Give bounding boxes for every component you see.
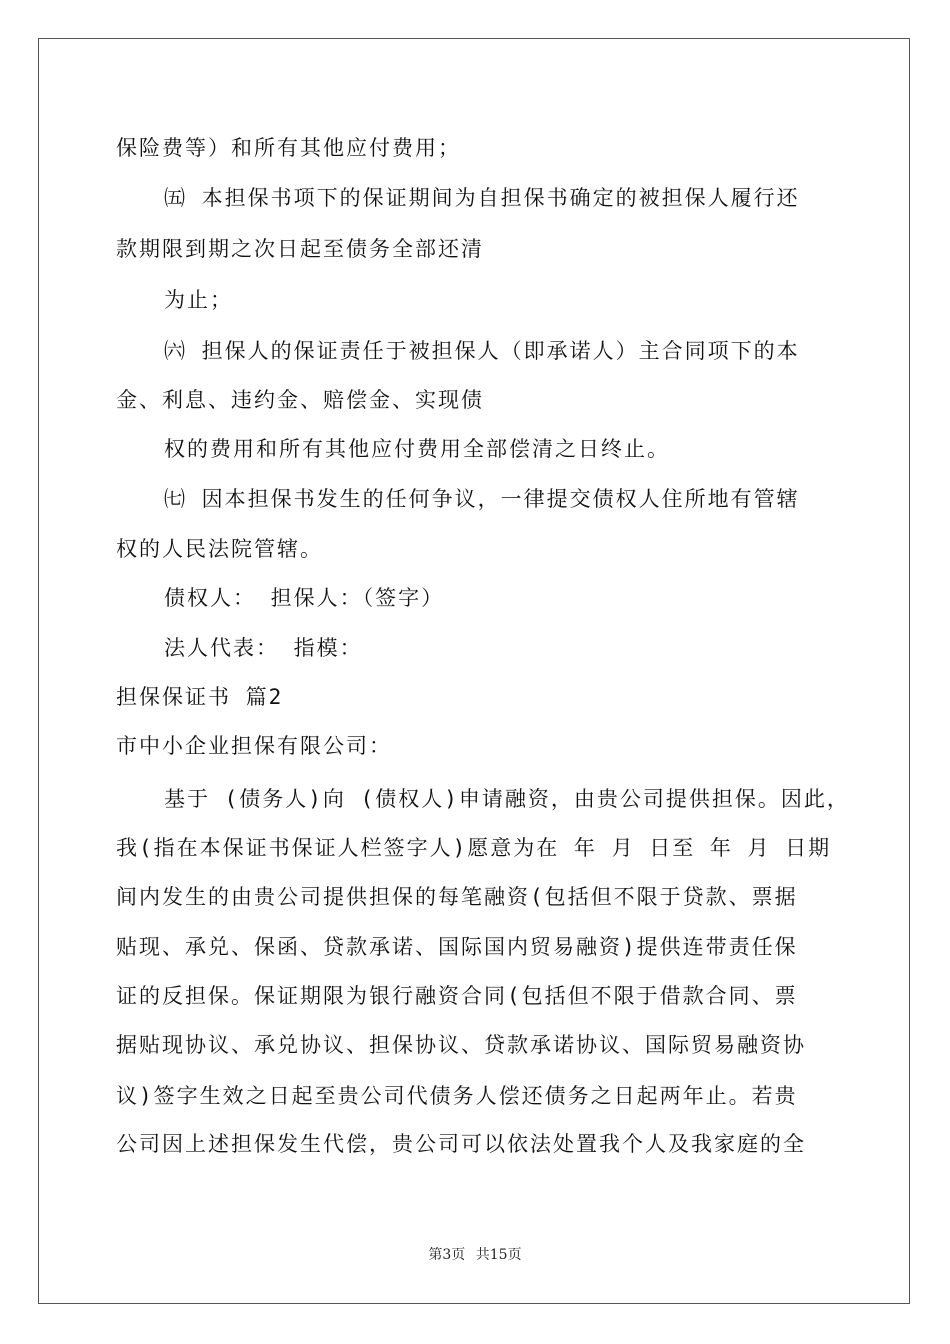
text-line: 间内发生的由贵公司提供担保的每笔融资(包括但不限于贷款、票据: [116, 885, 798, 909]
text-line: 基于 (债务人)向 (债权人)申请融资，由贵公司提供担保。因此，: [164, 787, 850, 811]
text-line: 证的反担保。保证期限为银行融资合同(包括但不限于借款合同、票: [116, 984, 798, 1008]
text-line: ㈤ 本担保书项下的保证期间为自担保书确定的被担保人履行还: [164, 186, 800, 210]
text-line: 权的人民法院管辖。: [116, 537, 323, 561]
page-total: 共15页: [475, 1247, 522, 1263]
section-heading: 担保保证书 篇2: [116, 685, 284, 709]
text-line: 公司因上述担保发生代偿，贵公司可以依法处置我个人及我家庭的全: [116, 1132, 806, 1156]
text-line: 我(指在本保证书保证人栏签字人)愿意为在 年 月 日至 年 月 日期: [116, 836, 832, 860]
text-line: 据贴现协议、承兑协议、担保协议、贷款承诺协议、国际贸易融资协: [116, 1033, 806, 1057]
text-line: 贴现、承兑、保函、贷款承诺、国际国内贸易融资)提供连带责任保: [116, 935, 798, 959]
text-line: 为止；: [164, 288, 233, 312]
text-line: ㈥ 担保人的保证责任于被担保人（即承诺人）主合同项下的本: [164, 339, 800, 363]
text-line: 权的费用和所有其他应付费用全部偿清之日终止。: [164, 437, 670, 461]
text-line: 议)签字生效之日起至贵公司代债务人偿还债务之日起两年止。若贵: [116, 1084, 798, 1108]
text-line: 保险费等）和所有其他应付费用；: [116, 136, 461, 160]
text-line: 市中小企业担保有限公司：: [116, 734, 392, 758]
page-number: 第3页: [428, 1247, 466, 1263]
text-line: ㈦ 因本担保书发生的任何争议，一律提交债权人住所地有管辖: [164, 487, 800, 511]
text-line: 法人代表： 指模：: [164, 636, 363, 660]
text-line: 款期限到期之次日起至债务全部还清: [116, 237, 484, 261]
text-line: 债权人： 担保人：（签字）: [164, 586, 445, 610]
page-footer: [0, 1244, 950, 1264]
text-line: 金、利息、违约金、赔偿金、实现债: [116, 388, 484, 412]
